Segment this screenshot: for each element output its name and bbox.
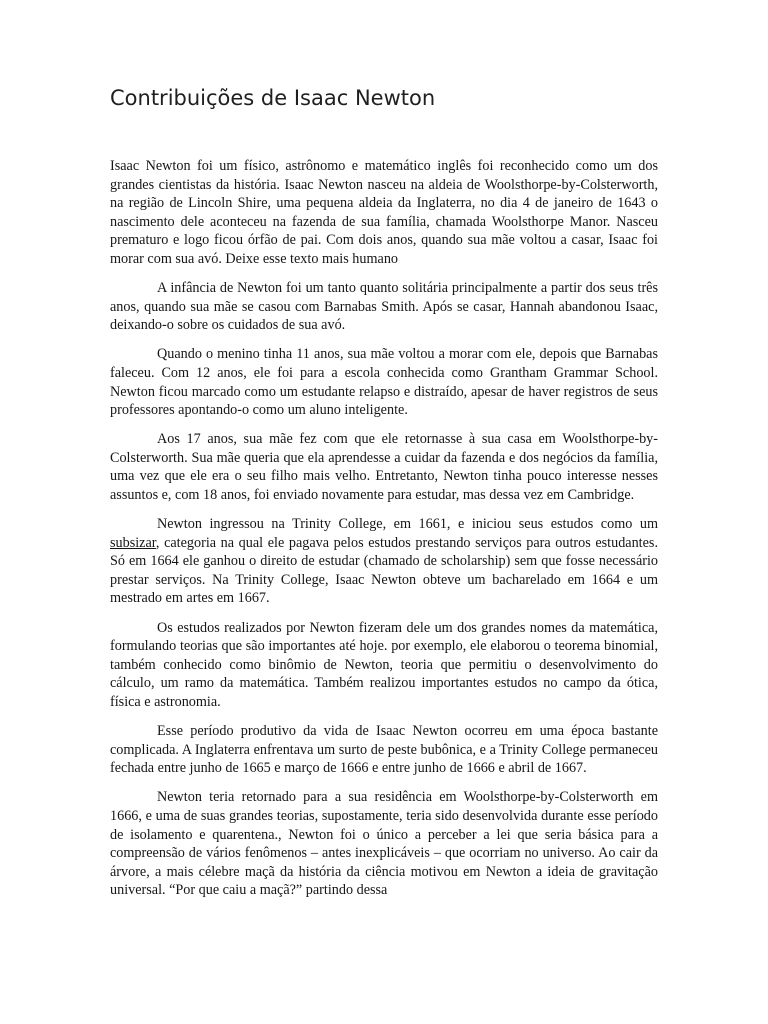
paragraph-2: A infância de Newton foi um tanto quanto solitária principalmente a partir dos seus três anos, quando sua mãe se casou com Barnabas Smith. Após se casar, Hannah abandonou Isaac, deixando-o sobre os cuidados de sua avó. (110, 280, 658, 334)
underlined-word-subsizar: subsizar (110, 534, 156, 551)
paragraph-3: Quando o menino tinha 11 anos, sua mãe voltou a morar com ele, depois que Barnabas faleceu. Com 12 anos, ele foi para a escola conhecida como Grantham Grammar School. Newton ficou marcado como um estudante relapso e distraído, apesar de haver registros de seus professores apontando-o como um aluno inteligente. (110, 346, 658, 419)
paragraph-7: Esse período produtivo da vida de Isaac Newton ocorreu em uma época bastante complicada. A Inglaterra enfrentava um surto de peste bubônica, e a Trinity College permaneceu fechada entre junho de 1665 e março de 1666 e entre junho de 1666 e abril de 1667. (110, 723, 658, 777)
paragraph-5 (110, 515, 658, 608)
paragraph-8: Newton teria retornado para a sua residência em Woolsthorpe-by-Colsterworth em 1666, e uma de suas grandes teorias, supostamente, teria sido desenvolvida durante esse período de isolamento e quarentena., Newton foi o único a perceber a lei que seria básica para a compreensão de vários fenômenos – antes inexplicáveis – que ocorriam no universo. Ao cair da árvore, a mais célebre maçã da história da ciência motivou em Newton a ideia de gravitação universal. “Por que caiu a maçã?” partindo dessa (110, 789, 658, 899)
paragraph-4: Aos 17 anos, sua mãe fez com que ele retornasse à sua casa em Woolsthorpe-by-Colsterworth. Sua mãe queria que ela aprendesse a cuidar da fazenda e dos negócios da família, uma vez que ele era o seu filho mais velho. Entretanto, Newton tinha pouco interesse nesses assuntos e, com 18 anos, foi enviado novamente para estudar, mas dessa vez em Cambridge. (110, 431, 658, 503)
paragraph-5-text-before: Newton ingressou na Trinity College, em 1661, e iniciou seus estudos como um (157, 516, 658, 533)
paragraph-5-text-after: , categoria na qual ele pagava pelos estudos prestando serviços para outros estudantes. Só em 1664 ele ganhou o direito de estudar (chamado de scholarship) sem que fosse necessário prestar serviços. Na Trinity College, Isaac Newton obteve um bacharelado em 1664 e um mestrado em artes em 1667. (110, 534, 658, 607)
document-title: Contribuições de Isaac Newton (110, 86, 436, 110)
paragraph-1: Isaac Newton foi um físico, astrônomo e matemático inglês foi reconhecido como um dos grandes cientistas da história. Isaac Newton nasceu na aldeia de Woolsthorpe-by-Colsterworth, na região de Lincoln Shire, uma pequena aldeia da Inglaterra, no dia 4 de janeiro de 1643 o nascimento dele aconteceu na fazenda de sua família, chamada Woolsthorpe Manor. Nasceu prematuro e logo ficou órfão de pai. Com dois anos, quando sua mãe voltou a casar, Isaac foi morar com sua avó. Deixe esse texto mais humano (110, 158, 658, 267)
paragraph-6: Os estudos realizados por Newton fizeram dele um dos grandes nomes da matemática, formulando teorias que são importantes até hoje. por exemplo, ele elaborou o teorema binomial, também conhecido como binômio de Newton, teoria que permitiu o desenvolvimento do cálculo, um ramo da matemática. Também realizou importantes estudos no campo da ótica, física e astronomia. (110, 619, 658, 710)
